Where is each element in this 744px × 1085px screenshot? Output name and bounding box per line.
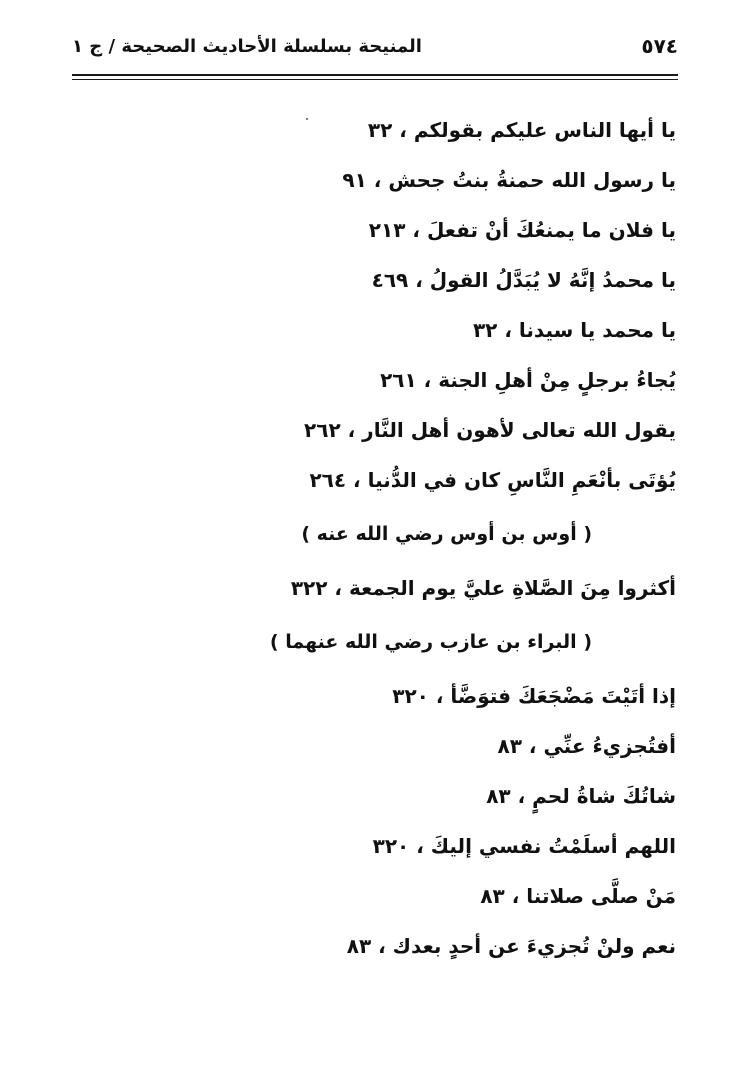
index-entry: يُجاءُ برجلٍ مِنْ أهلِ الجنة ، ٢٦١ <box>380 368 676 392</box>
section-heading: ( البراء بن عازب رضي الله عنهما ) <box>269 631 592 653</box>
index-entry: يا محمد يا سيدنا ، ٣٢ <box>472 318 676 342</box>
index-entry: يا فلان ما يمنعُكَ أنْ تفعلَ ، ٢١٣ <box>368 218 676 242</box>
index-entry: يا رسول الله حمنةُ بنتُ جحش ، ٩١ <box>342 168 676 192</box>
index-entries <box>176 112 676 978</box>
section-heading: ( أوس بن أوس رضي الله عنه ) <box>301 523 592 545</box>
index-entry: أفتُجزيءُ عنِّي ، ٨٣ <box>497 734 676 758</box>
index-entry: يا أيها الناس عليكم بقولكم ، ٣٢ <box>367 118 676 142</box>
index-entry: إذا أتَيْتَ مَضْجَعَكَ فتوَضَّأ ، ٣٢٠ <box>392 684 676 708</box>
index-entry: شاتُكَ شاةُ لحمٍ ، ٨٣ <box>486 784 676 808</box>
running-title: المنيحة بسلسلة الأحاديث الصحيحة / ج ١ <box>72 36 422 57</box>
index-entry: نعم ولنْ تُجزيءَ عن أحدٍ بعدك ، ٨٣ <box>346 934 676 958</box>
index-entry: يُؤتَى بأنْعَمِ النَّاسِ كان في الدُّنيا ، ٢٦٤ <box>309 468 676 492</box>
index-entry: أكثروا مِنَ الصَّلاةِ عليَّ يوم الجمعة ، ٣٢٢ <box>290 576 676 600</box>
index-entry: اللهم أسلَمْتُ نفسي إليكَ ، ٣٢٠ <box>372 834 676 858</box>
index-entry: يا محمدُ إنَّهُ لا يُبَدَّلُ القولُ ، ٤٦٩ <box>371 268 676 292</box>
index-entry: يقول الله تعالى لأهون أهل النَّار ، ٢٦٢ <box>304 418 676 442</box>
page-number: ٥٧٤ <box>641 34 678 58</box>
index-entry: مَنْ صلَّى صلاتنا ، ٨٣ <box>480 884 676 908</box>
header-rule-thin <box>72 79 678 80</box>
header-rule-thick <box>72 74 678 76</box>
page-header <box>72 34 678 66</box>
